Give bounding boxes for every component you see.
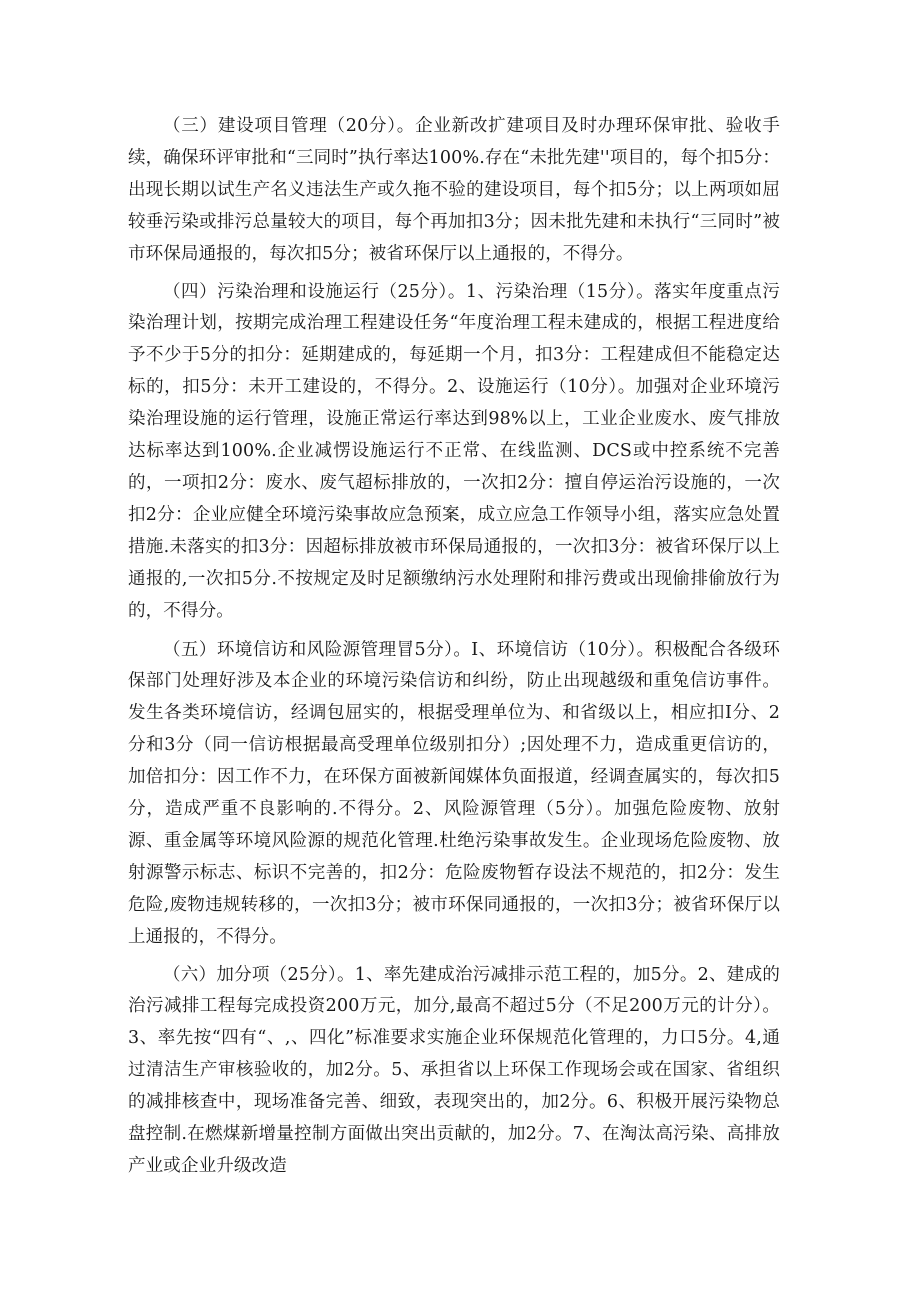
document-body xyxy=(128,111,780,1183)
paragraph-pollution-treatment-operation: （四）污染治理和设施运行（25分）。1、污染治理（15分）。落实年度重点污染治理计划，按期完成治理工程建设任务“年度治理工程未建成的，根据工程进度给予不少于5分的扣分：延期建成的，每延期一个月，扣3分：工程建成但不能稳定达标的，扣5分：未开工建设的，不得分。2、设施运行（10分）。加强对企业环境污染治理设施的运行管理，设施正常运行率达到98%以上，工业企业废水、废气排放达标率达到100%.企业减愣设施运行不正常、在线监测、DCS或中控系统不完善的，一项扣2分：废水、废气超标排放的，一次扣2分：擅自停运治污设施的，一次扣2分：企业应健全环境污染事故应急预案，成立应急工作领导小组，落实应急处置措施.未落实的扣3分：因超标排放被市环保局通报的，一次扣3分：被省环保厅以上通报的,一次扣5分.不按规定及时足额缴纳污水处理附和排污费或出现偷排偷放行为的，不得分。 xyxy=(128,281,780,621)
paragraph-complaints-risk-management: （五）环境信访和风险源管理冒5分）。I、环境信访（10分）。积极配合各级环保部门处理好涉及本企业的环境污染信访和纠纷，防止出现越级和重兔信访事件。发生各类环境信访，经调包屈实的，根据受理单位为、和省级以上，相应扣I分、2分和3分（同一信访根据最高受理单位级别扣分）;因处理不力，造成重更信访的，加倍扣分：因工作不力，在环保方面被新闻媒体负面报道，经调查属实的，每次扣5分，造成严重不良影响的.不得分。2、风险源管理（5分）。加强危险废物、放射源、重金属等环境风险源的规范化管理.杜绝污染事故发生。企业现场危险废物、放射源警示标志、标识不完善的，扣2分：危险废物暂存设法不规范的，扣2分：发生危险,废物违规转移的，一次扣3分；被市环保同通报的，一次扣3分；被省环保厅以上通报的，不得分。 xyxy=(128,639,780,947)
paragraph-bonus-items: （六）加分项（25分）。1、率先建成治污减排示范工程的，加5分。2、建成的治污减排工程每完成投资200万元，加分,最高不超过5分（不足200万元的计分）。3、率先按“四有“、,、四化”标准要求实施企业环保规范化管理的，力口5分。4,通过清洁生产审核验收的，加2分。5、承担省以上环保工作现场会或在国家、省组织的减排核查中，现场准备完善、细致，表现突出的，加2分。6、积极开展污染物总盘控制.在燃煤新增量控制方面做出突出贡献的，加2分。7、在淘汰高污染、高排放产业或企业升级改造 xyxy=(128,964,780,1176)
paragraph-construction-project-management: （三）建设项目管理（20分）。企业新改扩建项目及时办理环保审批、验收手续，确保环评审批和“三同时”执行率达100%.存在“未批先建''项目的，每个扣5分：出现长期以试生产名义违法生产或久拖不验的建设项目，每个扣5分；以上两项如屈较垂污染或排污总量较大的项目，每个再加扣3分；因未批先建和未执行“三同时”被市环保局通报的，每次扣5分；被省环保厅以上通报的，不得分。 xyxy=(128,116,780,264)
